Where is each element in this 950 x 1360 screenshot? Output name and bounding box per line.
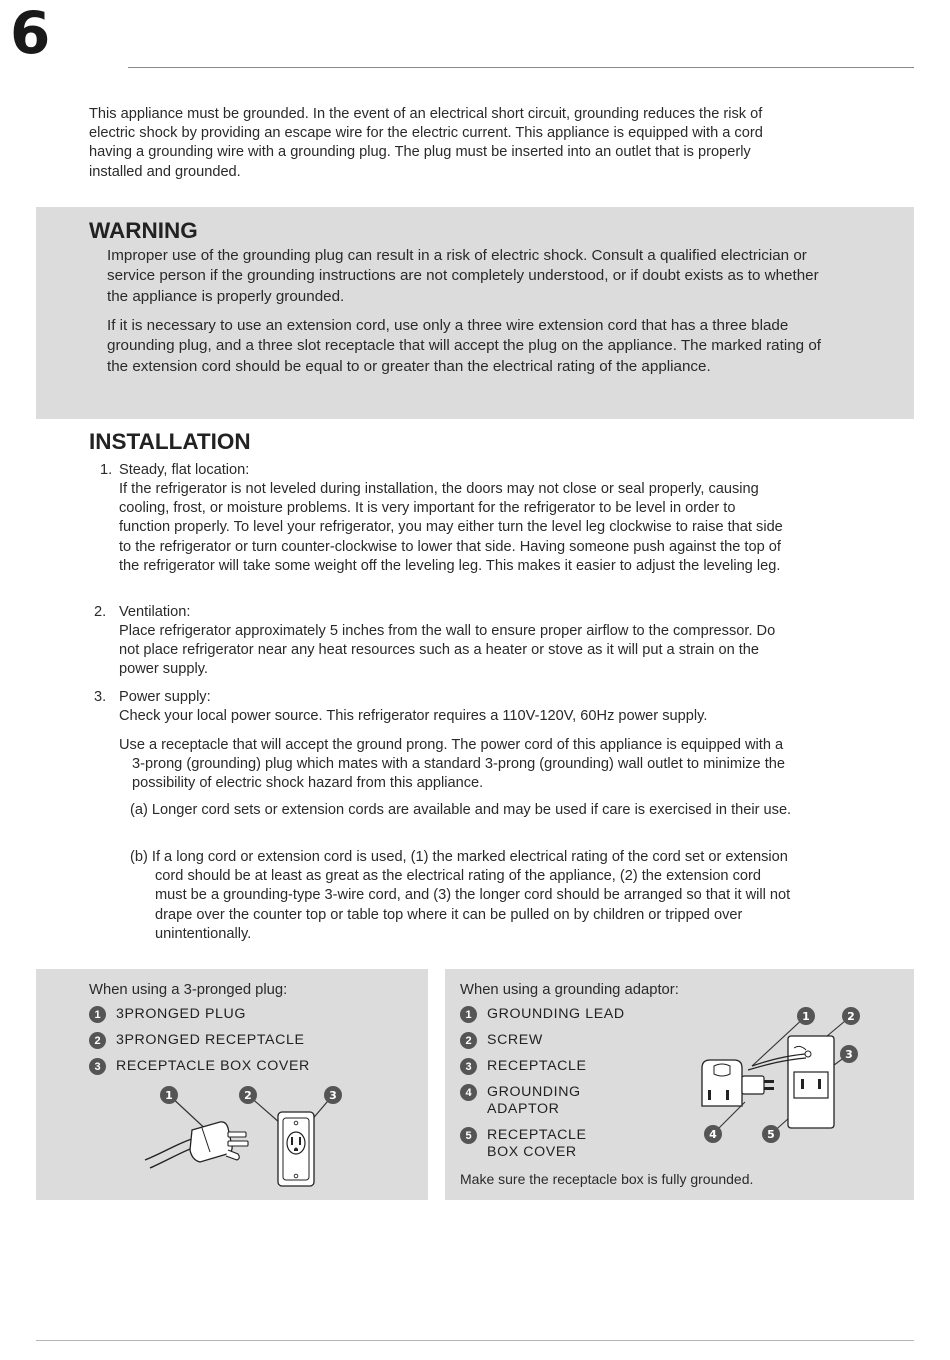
three-pronged-plug-illustration (140, 1080, 360, 1195)
legend-label: GROUNDING LEAD (487, 1006, 625, 1022)
sub-item-a: (a) Longer cord sets or extension cords are available and may be used if care is exercised in their use. (130, 802, 792, 818)
legend-item-receptacle (460, 1058, 587, 1075)
installation-title: INSTALLATION (89, 429, 251, 454)
warning-paragraph-1: Improper use of the grounding plug can result in a risk of electric shock. Consult a qualified electrician or service person if the grounding instructions are not completely understood, or if doubt exists as to whether the appliance is properly grounded. (107, 247, 819, 305)
number-badge: 5 (460, 1127, 477, 1144)
callout-number: 1 (165, 1089, 173, 1102)
install-item-1-number: 1. (100, 462, 113, 478)
page-number: 6 (10, 0, 51, 67)
install-item-2-number: 2. (94, 604, 107, 620)
callout-number: 4 (709, 1128, 717, 1141)
header-rule (128, 67, 914, 68)
legend-item-grounding-lead (460, 1006, 625, 1023)
receptacle-face-icon (794, 1072, 828, 1098)
legend-item-3pronged-plug (89, 1006, 246, 1023)
callout-number: 2 (244, 1089, 252, 1102)
footer-rule (36, 1340, 914, 1341)
callout-number: 3 (845, 1048, 853, 1061)
callout-number: 1 (802, 1010, 810, 1023)
number-badge: 3 (460, 1058, 477, 1075)
callout-number: 5 (767, 1128, 775, 1141)
grounding-note: Make sure the receptacle box is fully grounded. (460, 1171, 754, 1187)
screw-icon (805, 1051, 811, 1057)
callout-number: 3 (329, 1089, 337, 1102)
install-item-2-label: Ventilation: (119, 604, 191, 620)
install-item-3-number: 3. (94, 689, 107, 705)
grounding-adaptor-illustration (690, 1002, 870, 1147)
legend-label: RECEPTACLE BOX COVER (487, 1127, 587, 1160)
plug-body-icon (190, 1122, 232, 1162)
callout-number: 2 (847, 1010, 855, 1023)
number-badge: 2 (89, 1032, 106, 1049)
legend-item-grounding-adaptor (460, 1084, 580, 1118)
warning-title: WARNING (89, 218, 198, 243)
install-item-2-body: Place refrigerator approximately 5 inches from the wall to ensure proper airflow to the compressor. Do not place refrigerator near any heat resources such as a heater or stove as it will put a strain on the power supply. (119, 623, 776, 678)
legend-label: RECEPTACLE BOX COVER (116, 1058, 310, 1074)
legend-item-receptacle-box-cover (460, 1127, 587, 1161)
legend-label: 3PRONGED PLUG (116, 1006, 247, 1022)
install-item-3-label: Power supply: (119, 689, 211, 705)
number-badge: 1 (460, 1006, 477, 1023)
receptacle-paragraph: Use a receptacle that will accept the ground prong. The power cord of this appliance is equipped with a 3-prong (grounding) plug which mates with a standard 3-prong (grounding) wall outlet to minimize the possibility of electric shock hazard from this appliance. (119, 737, 786, 792)
legend-label: 3PRONGED RECEPTACLE (116, 1032, 305, 1048)
legend-label: GROUNDING ADAPTOR (487, 1084, 581, 1117)
legend-item-3pronged-receptacle (89, 1032, 305, 1049)
warning-paragraph-2: If it is necessary to use an extension cord, use only a three wire extension cord that has a three blade grounding plug, and a three slot receptacle that will accept the plug on the appliance. The marked rating of the extension cord should be equal to or greater than the electrical rating of the appliance. (107, 317, 821, 375)
legend-item-receptacle-box-cover (89, 1058, 310, 1075)
install-item-1-label: Steady, flat location: (119, 462, 250, 478)
install-item-1-body: If the refrigerator is not leveled during installation, the doors may not close or seal properly, causing cooling, frost, or moisture problems. It is very important for the refrigerator to be level in order to function properly. To level your refrigerator, you may either turn the level leg clockwise to raise that side to the refrigerator or turn counter-clockwise to lower that side. Having someone push against the top of the refrigerator will take some weight off the leveling leg. This makes it easier to adjust the leveling leg. (119, 481, 783, 574)
diagram-left-title: When using a 3-pronged plug: (89, 982, 288, 998)
diagram-right-title: When using a grounding adaptor: (460, 982, 679, 998)
install-item-3-body: Check your local power source. This refrigerator requires a 110V-120V, 60Hz power supply. (119, 708, 708, 724)
intro-paragraph: This appliance must be grounded. In the event of an electrical short circuit, grounding reduces the risk of electric shock by providing an escape wire for the electric current. This appliance is equipped with a cord having a grounding wire with a grounding plug. The plug must be inserted into an outlet that is properly installed and grounded. (89, 106, 763, 180)
legend-label: RECEPTACLE (487, 1058, 587, 1074)
legend-label: SCREW (487, 1032, 543, 1048)
sub-item-b: (b) If a long cord or extension cord is used, (1) the marked electrical rating of the cord set or extension cord should be at least as great as the electrical rating of the appliance, (2) the extension cord must be a grounding-type 3-wire cord, and (3) the longer cord should be arranged so that it will not drape over the counter top or table top where it can be pulled on by children or tripped over unintentionally. (130, 849, 791, 942)
number-badge: 3 (89, 1058, 106, 1075)
legend-item-screw (460, 1032, 543, 1049)
number-badge: 2 (460, 1032, 477, 1049)
number-badge: 1 (89, 1006, 106, 1023)
number-badge: 4 (460, 1084, 477, 1101)
